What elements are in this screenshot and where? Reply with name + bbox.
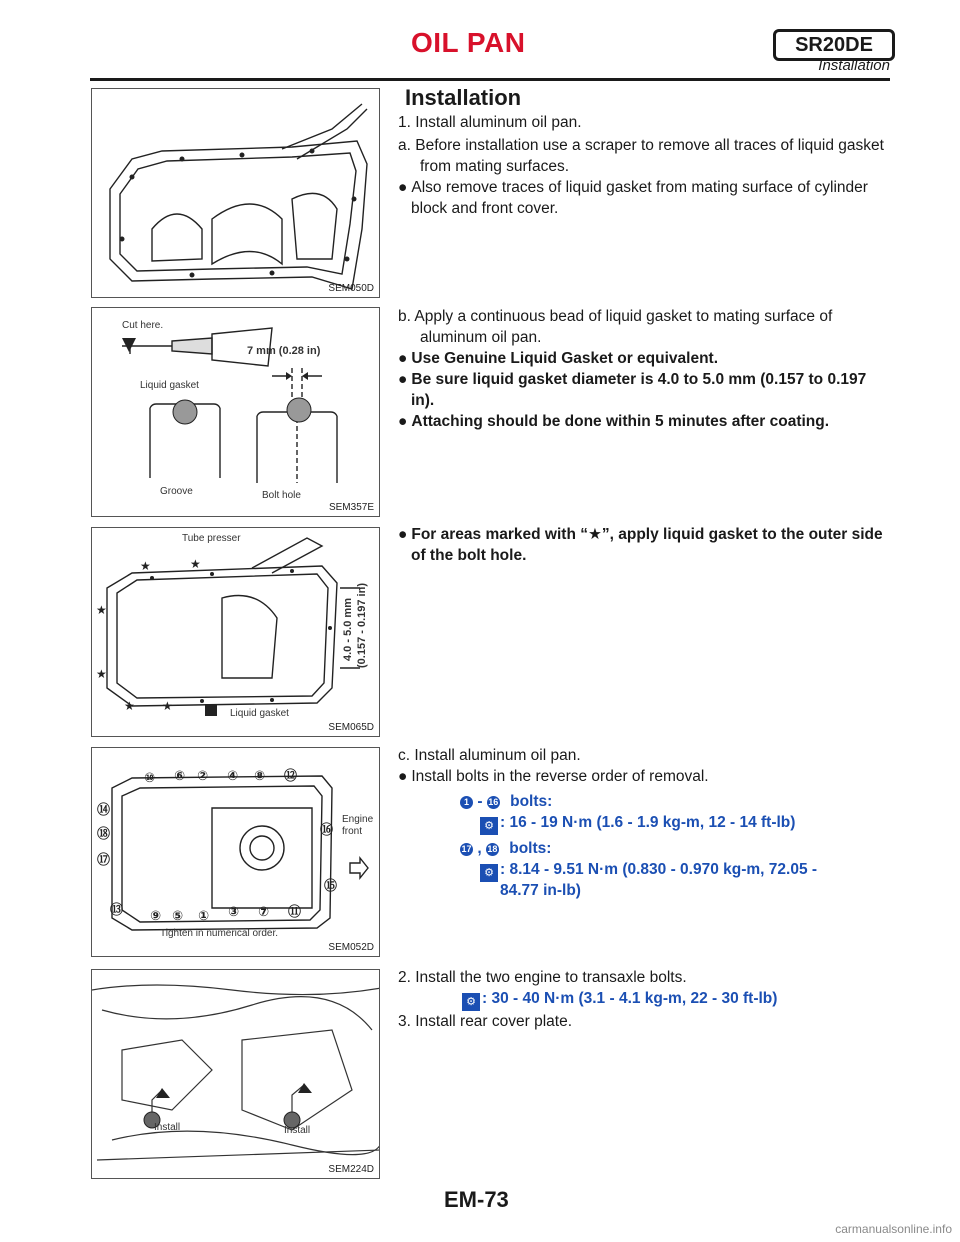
- label-groove: Groove: [160, 486, 193, 497]
- svg-text:④: ④: [227, 769, 239, 784]
- svg-text:⑦: ⑦: [258, 905, 270, 920]
- svg-text:⑪: ⑪: [288, 905, 302, 920]
- label-engine: Engine: [342, 814, 374, 825]
- figure-code: SEM065D: [328, 722, 374, 733]
- step-3-text: 3. Install rear cover plate.: [398, 1013, 573, 1030]
- gasket-bead-drawing: [92, 308, 380, 517]
- bolt-17-18: 17 , 18 bolts:: [461, 840, 552, 857]
- svg-text:⑭: ⑭: [97, 803, 111, 818]
- figure-transaxle-bolts: [91, 969, 380, 1179]
- label-liquid-gasket: Liquid gasket: [230, 708, 289, 719]
- oil-pan-gasket-drawing: [92, 528, 380, 737]
- label-bead-dimension: 4.0 - 5.0 mm: [342, 598, 354, 661]
- page-number: EM-73: [444, 1187, 509, 1212]
- label-front: front: [342, 826, 363, 837]
- figure-scraper: [91, 88, 380, 298]
- bolt-number-17: 17: [461, 844, 472, 854]
- bolt-number-16: 16: [488, 797, 499, 807]
- label-tighten-order: Tighten in numerical order.: [160, 928, 279, 939]
- svg-text:⑯: ⑯: [320, 823, 334, 838]
- star-note: ● For areas marked with “★”, apply liquid gasket to the outer side of the bolt hole.: [398, 525, 883, 564]
- label-cut-here: Cut here.: [122, 320, 164, 331]
- star-symbol: ★: [587, 525, 602, 543]
- label-install-left: Install: [154, 1122, 181, 1133]
- step-c-bullet: ● Install bolts in the reverse order of removal.: [398, 768, 709, 785]
- svg-text:★: ★: [96, 603, 107, 617]
- label-bolt-hole: Bolt hole: [262, 490, 301, 501]
- bolt-range-1-16: 1 - 16 bolts:: [460, 791, 552, 812]
- section-title: Installation: [405, 85, 522, 110]
- step-b-bullet-1: ● Use Genuine Liquid Gasket or equivalent.: [398, 350, 718, 367]
- svg-text:★: ★: [140, 559, 151, 573]
- oil-pan-scraper-drawing: [92, 89, 380, 298]
- svg-text:⑰: ⑰: [97, 853, 111, 868]
- figure-code: SEM052D: [328, 942, 374, 953]
- oil-pan-bolt-order-drawing: [92, 748, 380, 957]
- step-c-text: c. Install aluminum oil pan.: [398, 747, 581, 764]
- step-1: [398, 112, 890, 133]
- step-a: [398, 135, 890, 219]
- label-dimension: 7 mm (0.28 in): [247, 345, 321, 357]
- svg-text:⑧: ⑧: [254, 769, 266, 784]
- svg-text:★: ★: [96, 667, 107, 681]
- step-b: [398, 306, 890, 432]
- step-c: [398, 745, 890, 787]
- svg-text:⑮: ⑮: [324, 879, 338, 894]
- step-2-text: 2. Install the two engine to transaxle bolts.: [398, 969, 687, 986]
- page-header-title: OIL PAN: [411, 27, 526, 58]
- step-2: [398, 967, 890, 988]
- torque-wrench-icon: ⚙: [480, 864, 498, 882]
- step-b-text: b. Apply a continuous bead of liquid gasket to mating surface of aluminum oil pan.: [398, 308, 833, 346]
- svg-text:②: ②: [197, 769, 209, 784]
- svg-text:⑩: ⑩: [144, 771, 156, 786]
- step-b-bullet-3: ● Attaching should be done within 5 minutes after coating.: [398, 413, 830, 430]
- torque-spec-2: ⚙ : 8.14 - 9.51 N·m (0.830 - 0.970 kg-m, 72.05 -: [480, 859, 817, 882]
- svg-text:★: ★: [190, 557, 201, 571]
- figure-code: SEM357E: [328, 502, 374, 513]
- page-header-subtitle: Installation: [818, 57, 890, 74]
- svg-text:⑥: ⑥: [174, 769, 186, 784]
- svg-text:★: ★: [124, 699, 135, 713]
- step-1-text: 1. Install aluminum oil pan.: [398, 114, 582, 131]
- step-a-bullet: ● Also remove traces of liquid gasket from mating surface of cylinder block and front cover.: [398, 179, 868, 217]
- svg-text:⑤: ⑤: [172, 909, 184, 924]
- svg-text:⑱: ⑱: [97, 827, 111, 842]
- figure-code: SEM050D: [328, 283, 374, 294]
- figure-code: SEM224D: [328, 1164, 374, 1175]
- step-3: [398, 1011, 890, 1032]
- label-install-right: Install: [284, 1125, 311, 1136]
- svg-text:③: ③: [228, 905, 240, 920]
- torque-wrench-icon: ⚙: [462, 993, 480, 1011]
- transaxle-bolt-drawing: [92, 970, 380, 1179]
- svg-text:⑫: ⑫: [284, 769, 298, 784]
- figure-tightening-order: [91, 747, 380, 957]
- label-liquid-gasket: Liquid gasket: [140, 380, 199, 391]
- svg-text:⑬: ⑬: [110, 903, 124, 918]
- torque-wrench-icon: ⚙: [480, 817, 498, 835]
- figure-liquid-gasket: [91, 307, 380, 517]
- torque-spec-3: ⚙ : 30 - 40 N·m (3.1 - 4.1 kg-m, 22 - 30 ft-lb): [462, 988, 777, 1011]
- svg-text:★: ★: [162, 699, 173, 713]
- figure-tube-presser: [91, 527, 380, 737]
- header-rule: [90, 78, 890, 81]
- bolt-number-1: 1: [460, 796, 473, 809]
- step-a-text: a. Before installation use a scraper to remove all traces of liquid gasket from mating surfaces.: [398, 137, 884, 175]
- svg-text:⑨: ⑨: [150, 909, 162, 924]
- svg-text:①: ①: [198, 909, 210, 924]
- model-badge: SR20DE: [773, 29, 895, 61]
- label-tube-presser: Tube presser: [182, 533, 241, 544]
- bolt-number-18: 18: [487, 844, 498, 854]
- step-b-bullet-2: ● Be sure liquid gasket diameter is 4.0 to 5.0 mm (0.157 to 0.197 in).: [398, 371, 867, 409]
- label-bead-dimension-inch: (0.157 - 0.197 in): [356, 583, 368, 668]
- torque-spec-2-cont: 84.77 in-lb): [500, 882, 581, 899]
- watermark: carmanualsonline.info: [835, 1222, 952, 1236]
- torque-spec-1: ⚙ : 16 - 19 N·m (1.6 - 1.9 kg-m, 12 - 14 ft-lb): [480, 812, 795, 835]
